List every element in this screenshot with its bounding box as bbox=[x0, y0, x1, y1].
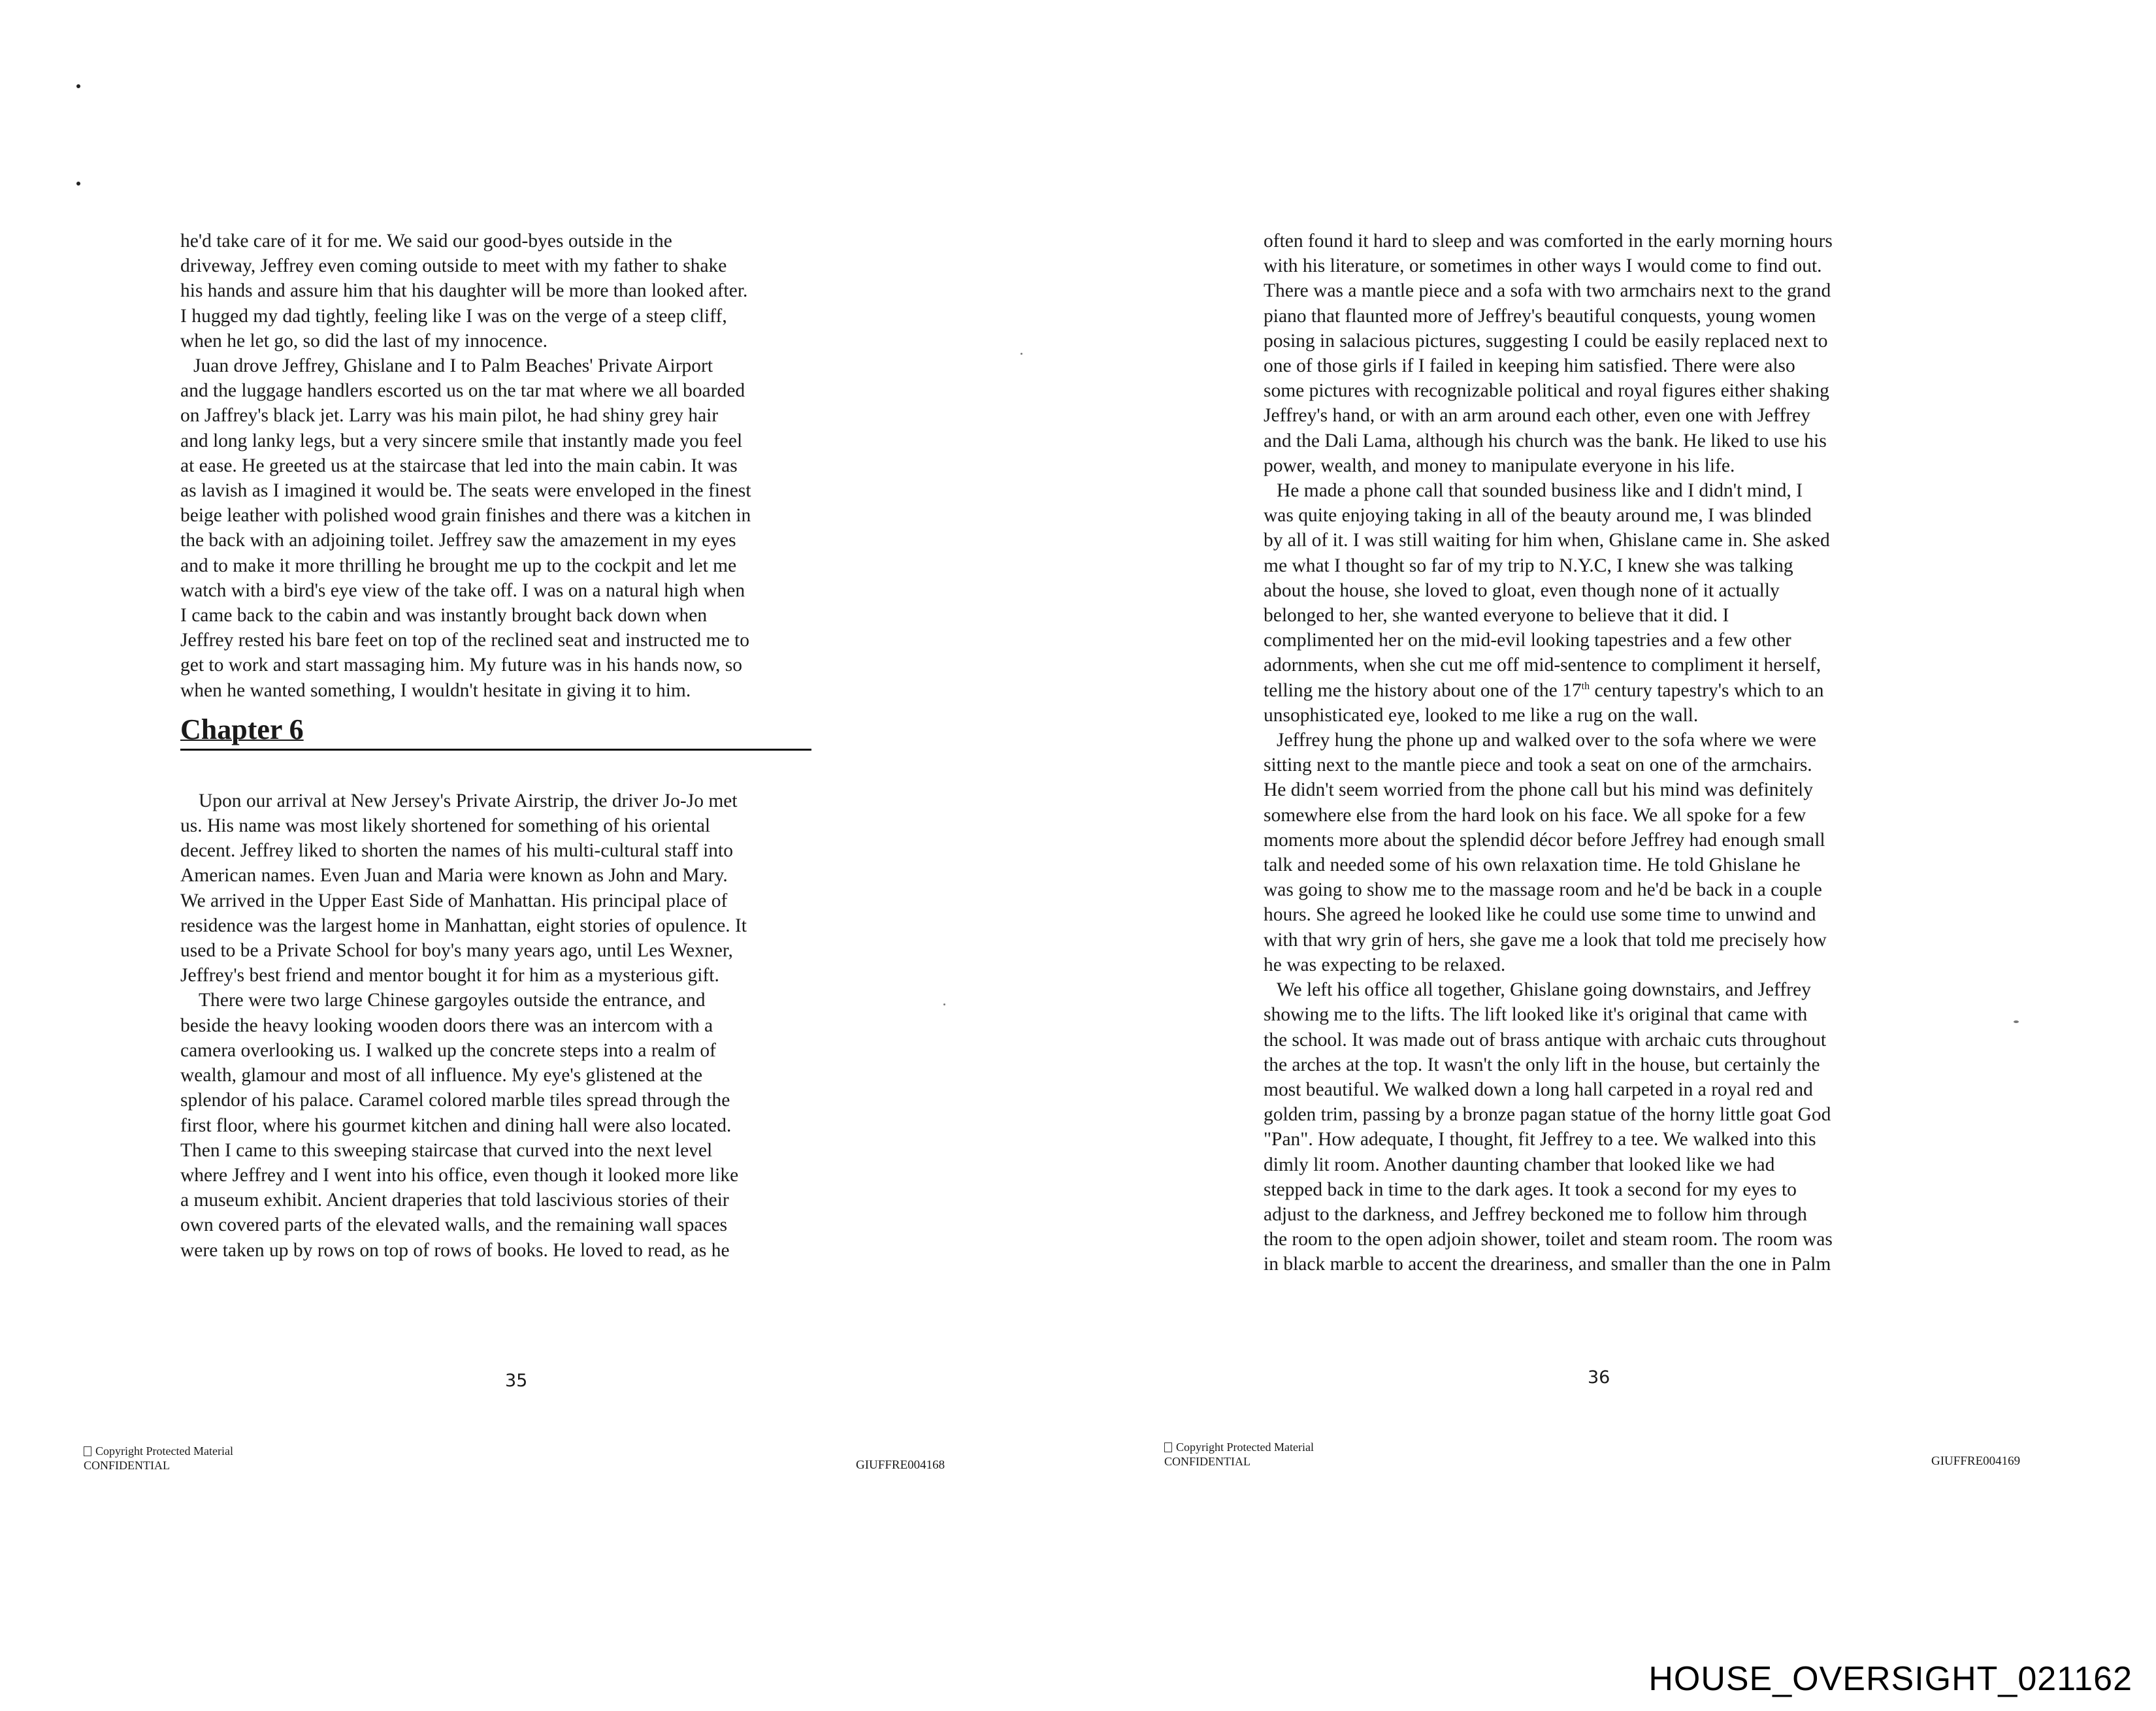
body-line: some pictures with recognizable political and royal figures either shaking bbox=[1264, 380, 1829, 402]
body-line: Jeffrey's best friend and mentor bought it for him as a mysterious gift. bbox=[180, 965, 719, 986]
bates-number: GIUFFRE004168 bbox=[856, 1458, 945, 1472]
body-line: beside the heavy looking wooden doors there was an intercom with a bbox=[180, 1015, 713, 1036]
footer-confidential: CONFIDENTIAL bbox=[1164, 1455, 1250, 1468]
body-line: sitting next to the mantle piece and took a seat on one of the armchairs. bbox=[1264, 755, 1812, 776]
checkbox-glyph bbox=[84, 1446, 91, 1456]
body-line: We left his office all together, Ghislane going downstairs, and Jeffrey bbox=[1277, 979, 1811, 1001]
body-line: I came back to the cabin and was instantly brought back down when bbox=[180, 605, 708, 627]
body-line: power, wealth, and money to manipulate everyone in his life. bbox=[1264, 455, 1735, 476]
body-line: the room to the open adjoin shower, toilet and steam room. The room was bbox=[1264, 1229, 1833, 1250]
body-line: often found it hard to sleep and was comforted in the early morning hours bbox=[1264, 231, 1833, 252]
body-line: and to make it more thrilling he brought me up to the cockpit and let me bbox=[180, 555, 737, 576]
body-line: about the house, she loved to gloat, even though none of it actually bbox=[1264, 579, 1780, 601]
chapter-heading bbox=[180, 712, 811, 751]
blank-line bbox=[180, 764, 811, 789]
body-line: camera overlooking us. I walked up the concrete steps into a realm of bbox=[180, 1039, 716, 1061]
body-line: as lavish as I imagined it would be. The seats were enveloped in the finest bbox=[180, 480, 751, 502]
body-line: Then I came to this sweeping staircase that curved into the next level bbox=[180, 1139, 713, 1161]
body-line: Jeffrey's hand, or with an arm around each other, even one with Jeffrey bbox=[1264, 405, 1810, 427]
body-line: in black marble to accent the dreariness, and smaller than the one in Palm bbox=[1264, 1254, 1831, 1275]
body-line: There were two large Chinese gargoyles outside the entrance, and bbox=[199, 990, 706, 1011]
scan-speck bbox=[2014, 1020, 2019, 1023]
body-line bbox=[1264, 678, 1833, 703]
body-line: somewhere else from the hard look on his face. We all spoke for a few bbox=[1264, 804, 1806, 826]
body-line: Jeffrey rested his bare feet on top of the reclined seat and instructed me to bbox=[180, 630, 750, 651]
body-line: complimented her on the mid-evil looking tapestries and a few other bbox=[1264, 630, 1791, 651]
body-line: He didn't seem worried from the phone call but his mind was definitely bbox=[1264, 779, 1813, 801]
body-line: by all of it. I was still waiting for him when, Ghislane came in. She asked bbox=[1264, 530, 1830, 551]
footer-copyright: Copyright Protected Material bbox=[1176, 1441, 1314, 1454]
body-line: he'd take care of it for me. We said our good-byes outside in the bbox=[180, 231, 672, 252]
footer-left bbox=[84, 1444, 233, 1473]
body-line: golden trim, passing by a bronze pagan statue of the horny little goat God bbox=[1264, 1104, 1831, 1126]
page-number: 36 bbox=[1588, 1367, 1610, 1388]
body-line: was quite enjoying taking in all of the beauty around me, I was blinded bbox=[1264, 505, 1812, 527]
body-line: We arrived in the Upper East Side of Manhattan. His principal place of bbox=[180, 890, 728, 911]
body-line: a museum exhibit. Ancient draperies that told lascivious stories of their bbox=[180, 1190, 729, 1211]
body-line: watch with a bird's eye view of the take off. I was on a natural high when bbox=[180, 579, 745, 601]
body-line: splendor of his palace. Caramel colored marble tiles spread through the bbox=[180, 1090, 730, 1111]
body-line: was going to show me to the massage room and he'd be back in a couple bbox=[1264, 879, 1822, 901]
body-line: used to be a Private School for boy's many years ago, until Les Wexner, bbox=[180, 940, 733, 962]
body-line: with his literature, or sometimes in other ways I would come to find out. bbox=[1264, 255, 1822, 277]
body-line: decent. Jeffrey liked to shorten the names of his multi-cultural staff into bbox=[180, 840, 733, 862]
footer-copyright: Copyright Protected Material bbox=[95, 1444, 233, 1458]
body-line: one of those girls if I failed in keeping him satisfied. There were also bbox=[1264, 355, 1795, 377]
body-line: the back with an adjoining toilet. Jeffrey saw the amazement in my eyes bbox=[180, 530, 736, 551]
body-line: stepped back in time to the dark ages. It took a second for my eyes to bbox=[1264, 1179, 1797, 1200]
body-line: belonged to her, she wanted everyone to believe that it did. I bbox=[1264, 605, 1729, 627]
scan-speck bbox=[1021, 353, 1022, 355]
body-line: where Jeffrey and I went into his office, even though it looked more like bbox=[180, 1164, 739, 1186]
scan-speck bbox=[76, 182, 80, 186]
body-line: get to work and start massaging him. My future was in his hands now, so bbox=[180, 655, 743, 676]
body-line: He made a phone call that sounded business like and I didn't mind, I bbox=[1277, 480, 1803, 502]
body-line: most beautiful. We walked down a long hall carpeted in a royal red and bbox=[1264, 1079, 1813, 1100]
body-line: us. His name was most likely shortened for something of his oriental bbox=[180, 815, 711, 837]
bates-number: GIUFFRE004169 bbox=[1931, 1454, 2021, 1468]
house-oversight-id: HOUSE_OVERSIGHT_021162 bbox=[1648, 1660, 2132, 1698]
ordinal-superscript: th bbox=[1581, 680, 1590, 692]
body-line: adornments, when she cut me off mid-sentence to compliment it herself, bbox=[1264, 655, 1821, 676]
line-text: century tapestry's which to an bbox=[1590, 679, 1824, 701]
body-line: driveway, Jeffrey even coming outside to meet with my father to shake bbox=[180, 255, 727, 277]
body-line: when he let go, so did the last of my innocence. bbox=[180, 330, 547, 351]
body-line: Jeffrey hung the phone up and walked over to the sofa where we were bbox=[1277, 730, 1816, 751]
footer-right bbox=[1164, 1440, 1314, 1469]
body-line: wealth, glamour and most of all influence. My eye's glistened at the bbox=[180, 1065, 703, 1086]
body-line: I hugged my dad tightly, feeling like I was on the verge of a steep cliff, bbox=[180, 305, 727, 327]
line-text: telling me the history about one of the 17 bbox=[1264, 679, 1582, 701]
body-line: residence was the largest home in Manhattan, eight stories of opulence. It bbox=[180, 915, 747, 936]
body-line: on Jaffrey's black jet. Larry was his main pilot, he had shiny grey hair bbox=[180, 405, 719, 427]
body-line: the arches at the top. It wasn't the only lift in the house, but certainly the bbox=[1264, 1054, 1820, 1075]
body-line: Juan drove Jeffrey, Ghislane and I to Palm Beaches' Private Airport bbox=[193, 355, 713, 377]
body-line: showing me to the lifts. The lift looked like it's original that came with bbox=[1264, 1004, 1808, 1026]
body-line: hours. She agreed he looked like he could use some time to unwind and bbox=[1264, 904, 1816, 926]
body-line: unsophisticated eye, looked to me like a rug on the wall. bbox=[1264, 704, 1699, 726]
body-line: and the Dali Lama, although his church was the bank. He liked to use his bbox=[1264, 430, 1827, 451]
body-line: beige leather with polished wood grain finishes and there was a kitchen in bbox=[180, 505, 751, 527]
body-line: the school. It was made out of brass antique with archaic cuts throughout bbox=[1264, 1029, 1827, 1051]
footer-confidential: CONFIDENTIAL bbox=[84, 1459, 170, 1472]
body-line: and the luggage handlers escorted us on the tar mat where we all boarded bbox=[180, 380, 745, 402]
body-line: "Pan". How adequate, I thought, fit Jeffrey to a tee. We walked into this bbox=[1264, 1129, 1816, 1150]
body-line: talk and needed some of his own relaxation time. He told Ghislane he bbox=[1264, 855, 1801, 876]
body-line: own covered parts of the elevated walls, and the remaining wall spaces bbox=[180, 1214, 728, 1236]
scan-speck bbox=[943, 1003, 945, 1005]
body-line: at ease. He greeted us at the staircase that led into the main cabin. It was bbox=[180, 455, 738, 476]
body-line: his hands and assure him that his daughter will be more than looked after. bbox=[180, 280, 748, 302]
body-line: posing in salacious pictures, suggesting I could be easily replaced next to bbox=[1264, 330, 1828, 351]
body-line: me what I thought so far of my trip to N.Y.C, I knew she was talking bbox=[1264, 555, 1793, 576]
body-line: dimly lit room. Another daunting chamber that looked like we had bbox=[1264, 1154, 1775, 1175]
page-number: 35 bbox=[505, 1371, 528, 1391]
body-line: and long lanky legs, but a very sincere smile that instantly made you feel bbox=[180, 430, 743, 451]
body-line: adjust to the darkness, and Jeffrey beckoned me to follow him through bbox=[1264, 1203, 1807, 1225]
body-line: he was expecting to be relaxed. bbox=[1264, 954, 1506, 975]
checkbox-glyph bbox=[1164, 1442, 1172, 1452]
body-line: Upon our arrival at New Jersey's Private Airstrip, the driver Jo-Jo met bbox=[199, 790, 738, 811]
right-page-body bbox=[1264, 229, 1833, 1277]
scan-speck bbox=[76, 84, 80, 88]
body-line: American names. Even Juan and Maria were known as John and Mary. bbox=[180, 865, 728, 887]
body-line: when he wanted something, I wouldn't hesitate in giving it to him. bbox=[180, 679, 691, 701]
chapter-title: Chapter 6 bbox=[180, 713, 304, 745]
body-line: piano that flaunted more of Jeffrey's beautiful conquests, young women bbox=[1264, 305, 1816, 327]
body-line: with that wry grin of hers, she gave me a look that told me precisely how bbox=[1264, 929, 1827, 951]
body-line: first floor, where his gourmet kitchen and dining hall were also located. bbox=[180, 1115, 732, 1136]
body-line: There was a mantle piece and a sofa with two armchairs next to the grand bbox=[1264, 280, 1831, 302]
body-line: were taken up by rows on top of rows of books. He loved to read, as he bbox=[180, 1239, 730, 1261]
left-page-body bbox=[180, 229, 811, 1263]
body-line: moments more about the splendid décor before Jeffrey had enough small bbox=[1264, 829, 1825, 851]
